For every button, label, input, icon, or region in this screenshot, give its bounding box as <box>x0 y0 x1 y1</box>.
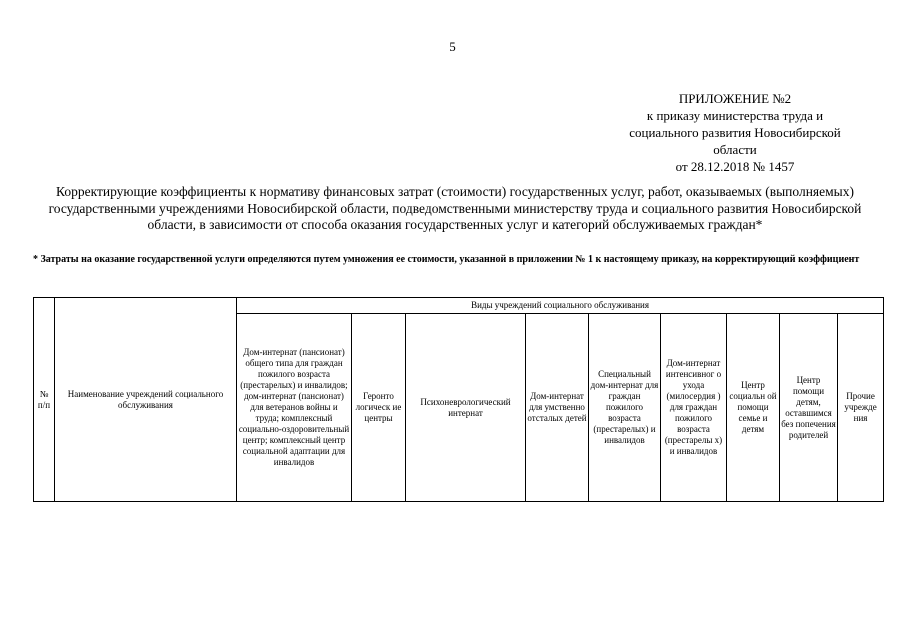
type-header-1: Дом-интернат (пансионат) общего типа для граждан пожилого возраста (престарелых) и инвалидов; дом-интернат (пансионат) для ветеранов войны и труда; комплексный социально-оздоровительный центр; комплексный центр социальной адаптации для инвалидов <box>237 314 352 502</box>
type-header-3: Психоневрологический интернат <box>406 314 526 502</box>
table-header-row-1 <box>34 298 884 314</box>
appendix-date-line: от 28.12.2018 № 1457 <box>675 159 795 174</box>
type-header-8: Центр помощи детям, оставшимся без попечения родителей <box>780 314 838 502</box>
type-header-6: Дом-интернат интенсивног о ухода (милосердия ) для граждан пожилого возраста (престарелы х) и инвалидов <box>661 314 727 502</box>
type-header-7: Центр социальн ой помощи семье и детям <box>727 314 780 502</box>
coefficients-table <box>33 297 884 502</box>
col-number-header: № п/п <box>34 298 55 502</box>
type-header-4: Дом-интернат для умственно отсталых детей <box>526 314 589 502</box>
col-name-header: Наименование учреждений социального обслуживания <box>55 298 237 502</box>
type-header-5: Специальный дом-интернат для граждан пожилого возраста (престарелых) и инвалидов <box>589 314 661 502</box>
group-header: Виды учреждений социального обслуживания <box>237 298 884 314</box>
appendix-line-2: социального развития Новосибирской <box>629 125 841 140</box>
appendix-title: ПРИЛОЖЕНИЕ №2 <box>678 91 792 106</box>
document-heading: Корректирующие коэффициенты к нормативу финансовых затрат (стоимости) государственных услуг, работ, оказываемых (выполняемых) государственными учреждениями Новосибирской области, подведомственными министерству труда и социального развития Новосибирской области, в зависимости от способа оказания государственных услуг и категорий обслуживаемых граждан* <box>48 184 862 232</box>
type-header-9: Прочие учрежде ния <box>838 314 884 502</box>
type-header-2: Геронто логическ ие центры <box>352 314 406 502</box>
appendix-line-3: области <box>713 142 757 157</box>
appendix-block <box>600 90 870 175</box>
appendix-line-1: к приказу министерства труда и <box>646 108 824 123</box>
page-number: 5 <box>449 39 456 54</box>
footnote: * Затраты на оказание государственной услуги определяются путем умножения ее стоимости, указанной в приложении № 1 к настоящему приказу, на корректирующий коэффициент <box>33 254 860 265</box>
